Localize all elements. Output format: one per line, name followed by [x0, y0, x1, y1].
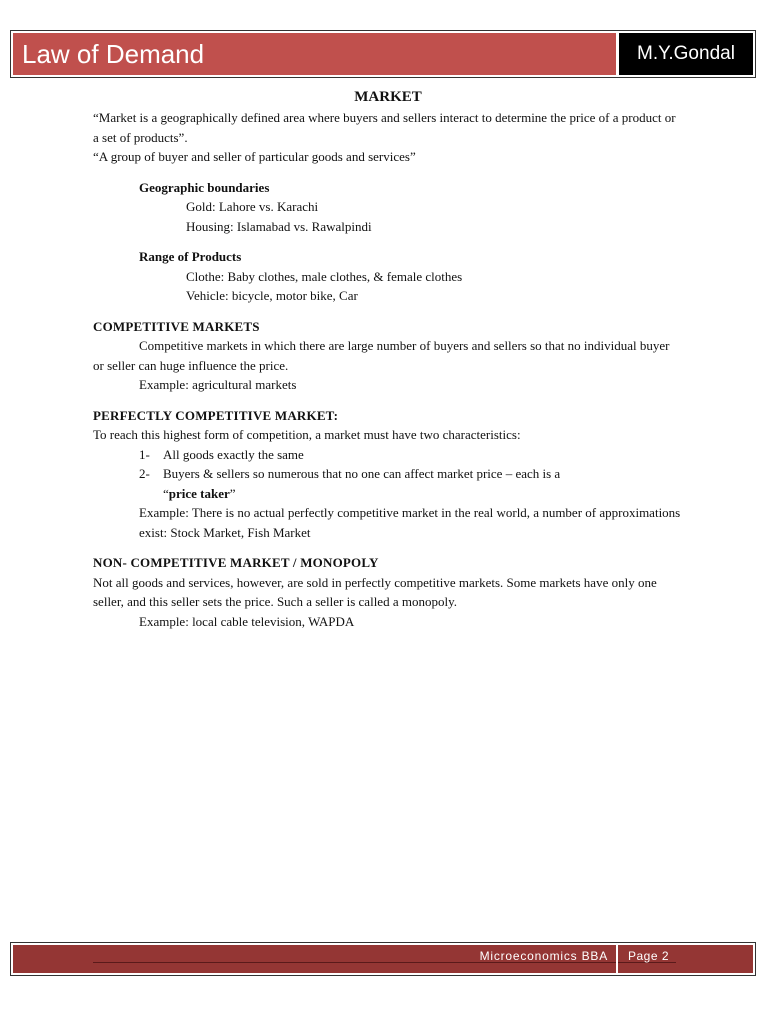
price-taker-term: price taker	[168, 485, 230, 501]
competitive-markets-heading: COMPETITIVE MARKETS	[93, 318, 260, 334]
quote-open: “	[163, 485, 169, 501]
geographic-item-housing: Housing: Islamabad vs. Rawalpindi	[186, 218, 372, 234]
list-text: Buyers & sellers so numerous that no one can affect market price – each is a	[163, 466, 561, 481]
footer-page-number: Page 2	[628, 949, 670, 963]
list-text: All goods exactly the same	[163, 446, 304, 462]
range-item-clothe: Clothe: Baby clothes, male clothes, & female clothes	[186, 268, 463, 284]
header-author: M.Y.Gondal	[637, 43, 735, 64]
market-definition-1: “Market is a geographically defined area where buyers and sellers interact to determine the price of a product or a set of products”.	[93, 110, 676, 145]
geographic-item-gold: Gold: Lahore vs. Karachi	[186, 199, 319, 214]
geographic-heading: Geographic boundaries	[139, 179, 270, 195]
header-title: Law of Demand	[22, 39, 205, 69]
noncompetitive-example: Example: local cable television, WAPDA	[139, 613, 355, 629]
quote-close: ”	[229, 485, 236, 501]
perfect-market-heading: PERFECTLY COMPETITIVE MARKET:	[93, 407, 339, 423]
list-number: 2-	[139, 466, 150, 481]
perfect-market-example: Example: There is no actual perfectly competitive market in the real world, a number of approximations exist: Stock Market, Fish Market	[139, 505, 681, 540]
list-item	[93, 464, 683, 484]
page-title: MARKET	[354, 89, 422, 105]
competitive-markets-body: Competitive markets in which there are large number of buyers and sellers so that no individual buyer or seller can huge influence the price.	[93, 338, 670, 373]
price-taker-line	[93, 484, 683, 504]
footer-course: Microeconomics BBA	[479, 949, 608, 963]
list-number: 1-	[139, 446, 150, 462]
market-definition-2: “A group of buyer and seller of particular goods and services”	[93, 149, 416, 164]
range-item-vehicle: Vehicle: bicycle, motor bike, Car	[186, 288, 358, 303]
noncompetitive-heading: NON- COMPETITIVE MARKET / MONOPOLY	[93, 555, 379, 570]
footer-divider	[616, 945, 618, 973]
noncompetitive-body: Not all goods and services, however, are sold in perfectly competitive markets. Some markets have only one seller, and this seller sets the price. Such a seller is called a monopoly.	[93, 574, 657, 609]
range-heading: Range of Products	[139, 249, 242, 264]
perfect-market-intro: To reach this highest form of competition, a market must have two characteristics:	[93, 427, 521, 442]
document-body	[93, 86, 683, 631]
list-item	[93, 445, 683, 465]
competitive-markets-example: Example: agricultural markets	[139, 377, 297, 392]
